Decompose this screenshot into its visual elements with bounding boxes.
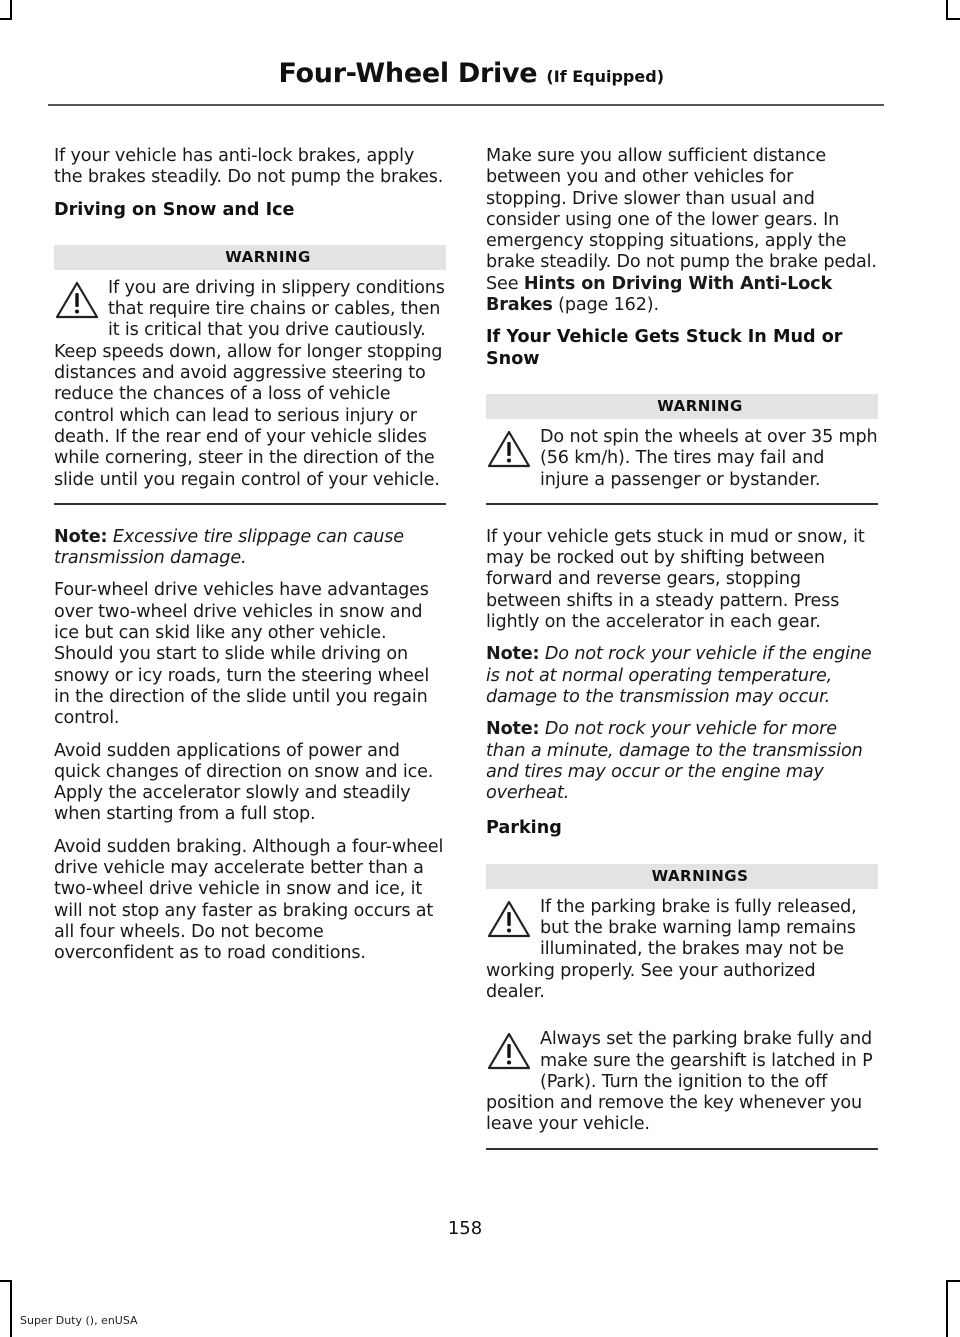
- paragraph-rocking-vehicle: If your vehicle gets stuck in mud or snow, it may be rocked out by shifting between forward and reverse gears, stopping between shifts in a steady pattern. Press lightly on the accelerator in each gear.: [486, 526, 865, 633]
- page-number: 158: [447, 1218, 483, 1239]
- warning-box-slippery: [54, 245, 446, 505]
- paragraph-four-wheel-advantages: Four-wheel drive vehicles have advantages over two-wheel drive vehicles in snow and ice but can skid like any other vehicle. Should you start to slide while driving on snowy or icy roads, turn the steering wheel in the direction of the slide until you regain control.: [54, 580, 430, 729]
- note-label: Note:: [486, 644, 540, 665]
- cross-reference-link[interactable]: Hints on Driving With Anti-Lock Brakes: [486, 273, 833, 316]
- crop-mark: [946, 1280, 948, 1337]
- note-engine-temperature: [486, 644, 878, 708]
- page-title: [279, 58, 665, 89]
- paragraph-antilock-brakes: If your vehicle has anti-lock brakes, apply the brakes steadily. Do not pump the brakes.: [54, 146, 444, 188]
- warning-text-park-gearshift: Always set the parking brake fully and make sure the gearshift is latched in P (Park). Turn the ignition to the off position and remove the key whenever you leave your vehicle.: [486, 1029, 873, 1135]
- crop-mark: [946, 1280, 960, 1282]
- chapter-subtitle: (If Equipped): [546, 67, 664, 86]
- note-label: Note:: [54, 526, 108, 547]
- crop-mark: [0, 1280, 12, 1282]
- warning-triangle-icon: [54, 280, 100, 320]
- warning-text-slippery: If you are driving in slippery conditions that require tire chains or cables, then it is critical that you drive cautiously. Keep speeds down, allow for longer stopping distances and avoid aggressive steering to reduce the chances of a loss of vehicle control which can lead to serious injury or death. If the rear end of your vehicle slides while cornering, steer in the direction of the slide until you regain control of your vehicle.: [54, 277, 445, 490]
- heading-parking: Parking: [486, 818, 562, 839]
- right-column: [486, 146, 878, 1166]
- heading-snow-ice: Driving on Snow and Ice: [54, 199, 295, 220]
- note-rocking-duration: [486, 719, 878, 804]
- crop-mark: [946, 18, 960, 20]
- crop-mark: [10, 1280, 12, 1337]
- left-column: [54, 146, 446, 976]
- warning-triangle-icon: [486, 429, 532, 469]
- paragraph-stopping-distance: [486, 146, 878, 316]
- note-tire-slippage: [54, 527, 446, 570]
- crop-mark: [946, 0, 948, 20]
- warnings-label: WARNINGS: [486, 864, 878, 889]
- warning-divider: [486, 1148, 878, 1150]
- page-reference: (page 162).: [552, 295, 659, 316]
- chapter-title: Four-Wheel Drive: [278, 58, 538, 89]
- paragraph-avoid-sudden-braking: Avoid sudden braking. Although a four-wheel drive vehicle may accelerate better than a two-wheel drive vehicle in snow and ice, it will not stop any faster as braking occurs at all four wheels. Do not become overconfident as to road conditions.: [54, 836, 444, 964]
- header-divider: [48, 104, 884, 106]
- note-label: Note:: [486, 719, 540, 740]
- footer-text: Super Duty (), enUSA: [20, 1314, 138, 1327]
- warning-box-parking: [486, 864, 878, 1150]
- crop-mark: [0, 18, 12, 20]
- warning-triangle-icon: [486, 899, 532, 939]
- paragraph-text: Make sure you allow sufficient distance between you and other vehicles for stopping. Drive slower than usual and consider using one of the lower gears. In emergency stopping situations, apply the brake steadily. Do not pump the brake pedal. See: [486, 146, 877, 294]
- warning-text-brake-lamp: If the parking brake is fully released, but the brake warning lamp remains illuminated, the brakes may not be working properly. See your authorized dealer.: [486, 896, 857, 1002]
- warning-label: WARNING: [486, 394, 878, 419]
- warning-divider: [486, 503, 878, 505]
- note-text: Excessive tire slippage can cause transmission damage.: [54, 526, 404, 569]
- note-text: Do not rock your vehicle if the engine is not at normal operating temperature, damage to the transmission may occur.: [486, 644, 872, 707]
- crop-mark: [10, 0, 12, 20]
- note-text: Do not rock your vehicle for more than a minute, damage to the transmission and tires may occur or the engine may overheat.: [486, 719, 863, 804]
- paragraph-avoid-sudden-power: Avoid sudden applications of power and quick changes of direction on snow and ice. Apply the accelerator slowly and steadily when starting from a full stop.: [54, 740, 434, 825]
- warning-label: WARNING: [54, 245, 446, 270]
- warning-text-wheel-spin: Do not spin the wheels at over 35 mph (56 km/h). The tires may fail and injure a passenger or bystander.: [540, 426, 878, 490]
- warning-divider: [54, 503, 446, 505]
- warning-triangle-icon: [486, 1031, 532, 1071]
- warning-box-wheel-spin: [486, 394, 878, 505]
- heading-stuck-mud-snow: If Your Vehicle Gets Stuck In Mud or Snow: [486, 327, 843, 369]
